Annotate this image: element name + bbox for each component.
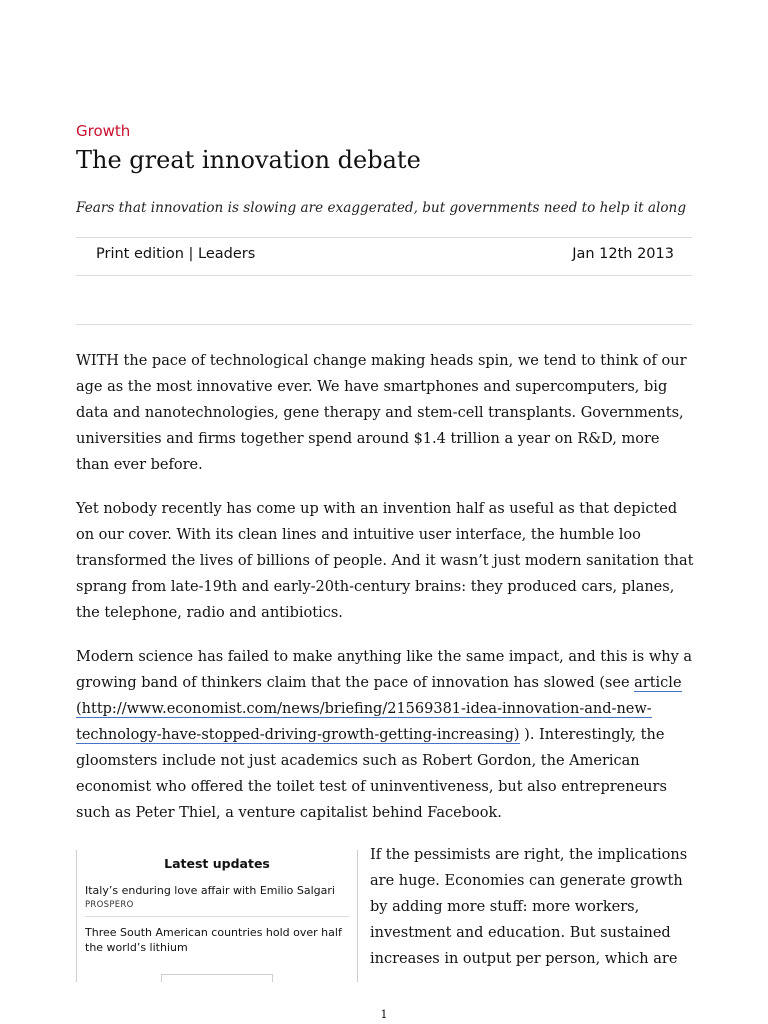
print-edition-label[interactable]: Print edition | Leaders [96, 246, 256, 262]
section-kicker[interactable]: Growth [76, 122, 131, 140]
latest-updates-title: Latest updates [164, 856, 270, 871]
latest-update-headline[interactable]: Three South American countries hold over half the world’s lithium [85, 926, 342, 954]
article-body [76, 348, 696, 844]
latest-updates-panel [76, 850, 358, 982]
page-number: 1 [380, 1008, 388, 1021]
article-link[interactable]: article (http://www.economist.com/news/briefing/21569381-idea-innovation-and-new-technology-have-stopped-driving-growth-getting-increasing) [76, 675, 682, 743]
latest-update-headline[interactable]: Italy’s enduring love affair with Emilio Salgari [85, 884, 335, 897]
more-updates-button[interactable] [161, 974, 273, 982]
paragraph-1: WITH the pace of technological change making heads spin, we tend to think of our age as the most innovative ever. We have smartphones and supercomputers, big data and nanotechnologies, gene therapy and stem-cell transplants. Governments, universities and firms together spend around $1.4 trillion a year on R&D, more than ever before. [76, 353, 687, 473]
article-meta-bar [76, 237, 692, 276]
paragraph-3-text-after: ). Interestingly, the gloomsters include not just academics such as Robert Gordon, the American economist who offered the toilet test of uninventiveness, but also entrepreneurs such as Peter Thiel, a venture capitalist behind Facebook. [76, 727, 667, 821]
paragraph-2: Yet nobody recently has come up with an invention half as useful as that depicted on our cover. With its clean lines and intuitive user interface, the humble loo transformed the lives of billions of people. And it wasn’t just modern sanitation that sprang from late-19th and early-20th-century brains: they produced cars, planes, the telephone, radio and antibiotics. [76, 501, 694, 621]
divider [76, 324, 692, 325]
latest-update-section: PROSPERO [85, 900, 134, 910]
latest-update-item[interactable] [85, 883, 349, 917]
paragraph-3 [76, 644, 696, 826]
article-title: The great innovation debate [76, 146, 421, 174]
latest-update-item[interactable] [85, 925, 349, 955]
paragraph-3-text-before: Modern science has failed to make anything like the same impact, and this is why a growing band of thinkers claim that the pace of innovation has slowed (see [76, 649, 693, 691]
publish-date: Jan 12th 2013 [572, 246, 674, 262]
paragraph-4: If the pessimists are right, the implications are huge. Economies can generate growth by adding more stuff: more workers, investment and education. But sustained increases in output per person, which are [370, 847, 688, 967]
article-subtitle: Fears that innovation is slowing are exaggerated, but governments need to help it along [76, 200, 687, 216]
article-body-column [370, 842, 700, 972]
